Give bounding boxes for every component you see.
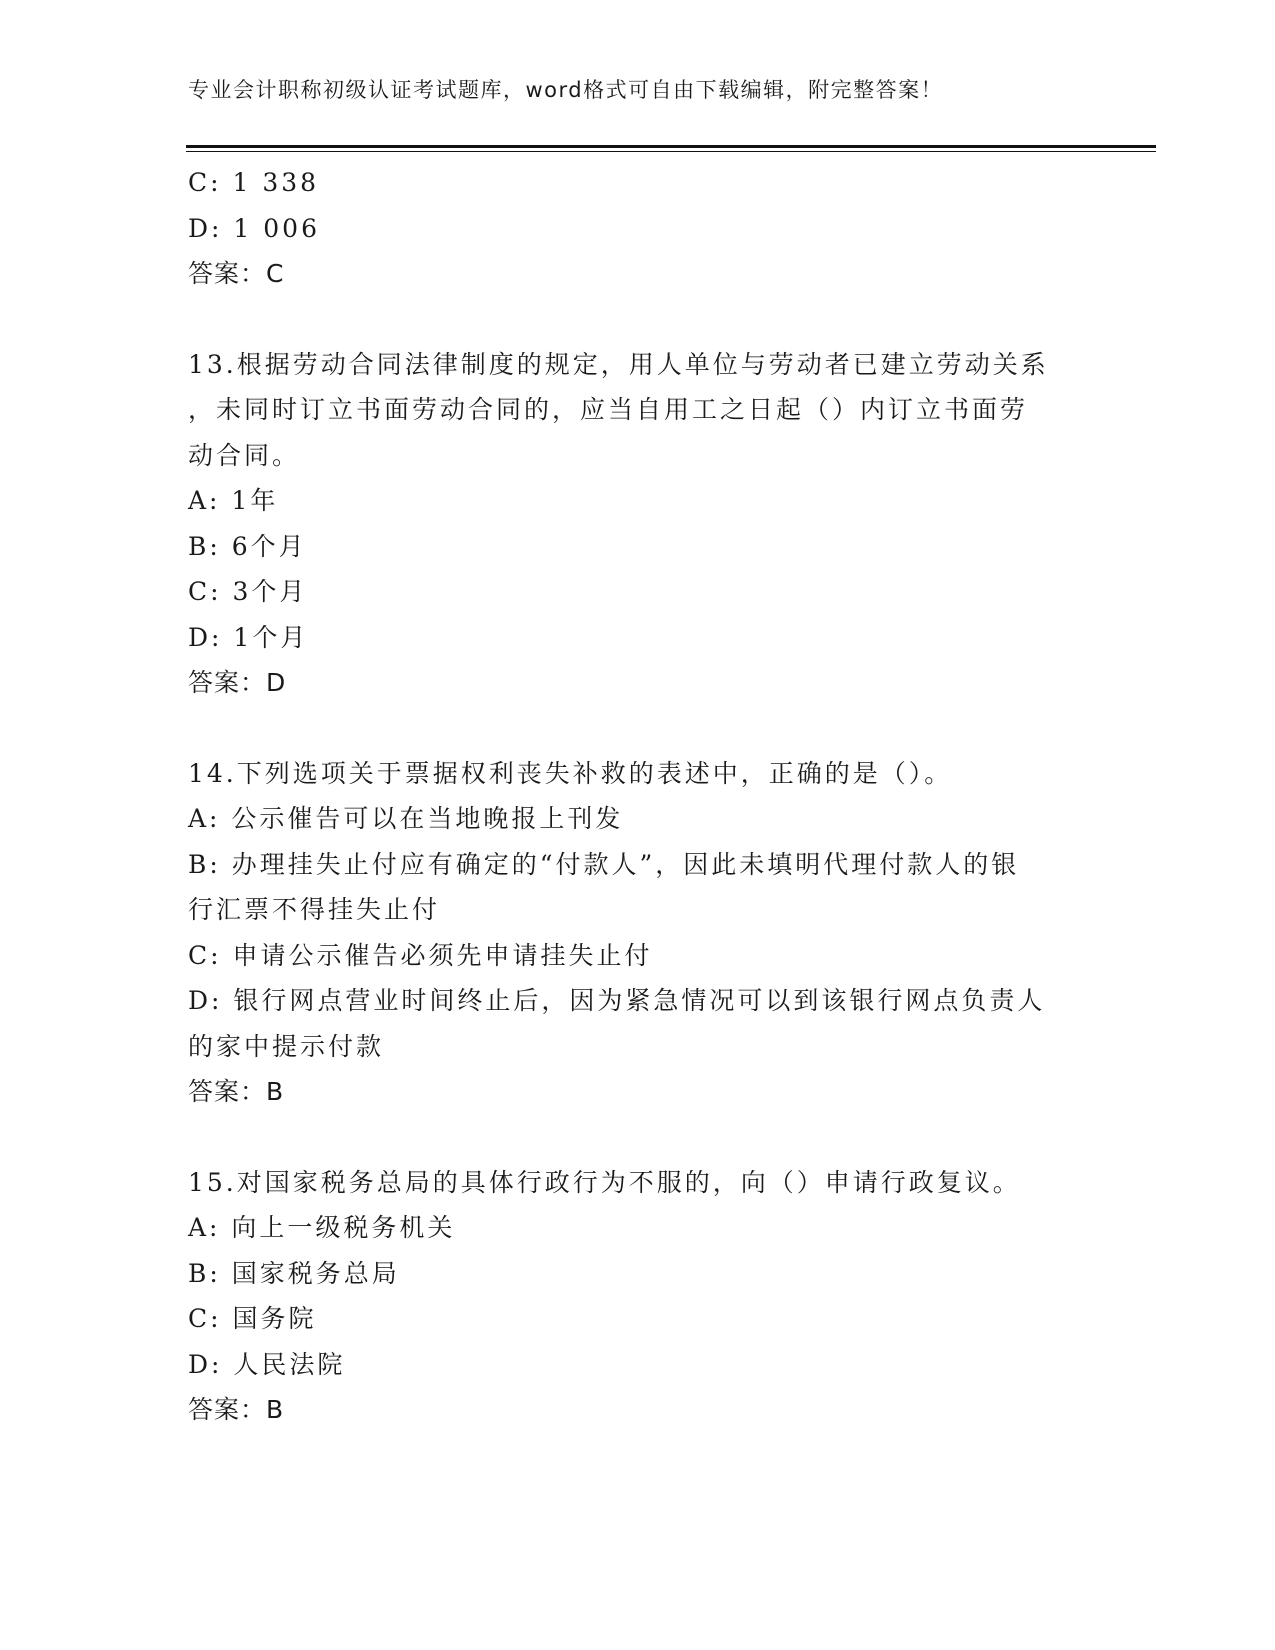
- header-divider-thin: [186, 151, 1156, 152]
- option-a: A: 公示催告可以在当地晚报上刊发: [188, 804, 624, 833]
- answer-line: 答案：B: [188, 1395, 285, 1424]
- option-b-continued: 行汇票不得挂失止付: [188, 895, 441, 924]
- spacer: [188, 297, 1088, 342]
- question-stem-line: 动合同。: [188, 440, 301, 470]
- question-stem-line: ，未同时订立书面劳动合同的，应当自用工之日起（）内订立书面劳: [188, 395, 1029, 424]
- spacer: [188, 1115, 1088, 1160]
- spacer: [188, 706, 1088, 751]
- option-a: A: 1年: [188, 486, 279, 515]
- answer-line: 答案：B: [188, 1077, 285, 1106]
- question-stem-line: 13.根据劳动合同法律制度的规定，用人单位与劳动者已建立劳动关系: [188, 349, 1049, 379]
- previous-question-tail: [188, 160, 1088, 297]
- option-c: C: 3个月: [188, 577, 308, 606]
- question-14: [188, 751, 1088, 1115]
- option-a: A: 向上一级税务机关: [188, 1213, 456, 1242]
- answer-line: 答案：D: [188, 668, 287, 697]
- option-d-continued: 的家中提示付款: [188, 1031, 385, 1061]
- option-d: D: 1个月: [188, 622, 309, 652]
- page-header: 专业会计职称初级认证考试题库，word格式可自由下载编辑，附完整答案！: [188, 78, 944, 102]
- option-c: C: 1 338: [188, 168, 320, 197]
- question-content: [188, 160, 1088, 1433]
- option-c: C: 国务院: [188, 1304, 317, 1333]
- question-13: [188, 342, 1088, 706]
- header-divider-thick: [186, 145, 1156, 148]
- option-d: D: 人民法院: [188, 1349, 346, 1379]
- option-d: D: 1 006: [188, 213, 320, 243]
- option-b: B: 6个月: [188, 531, 307, 561]
- answer-line: 答案：C: [188, 259, 285, 288]
- question-stem-line: 14.下列选项关于票据权利丧失补救的表述中，正确的是（）。: [188, 758, 953, 788]
- question-15: [188, 1160, 1088, 1433]
- option-d: D: 银行网点营业时间终止后，因为紧急情况可以到该银行网点负责人: [188, 986, 1046, 1015]
- option-b: B: 国家税务总局: [188, 1258, 400, 1288]
- option-b: B: 办理挂失止付应有确定的“付款人”，因此未填明代理付款人的银: [188, 849, 1020, 879]
- option-c: C: 申请公示催告必须先申请挂失止付: [188, 940, 653, 970]
- question-stem-line: 15.对国家税务总局的具体行政行为不服的，向（）申请行政复议。: [188, 1167, 1021, 1197]
